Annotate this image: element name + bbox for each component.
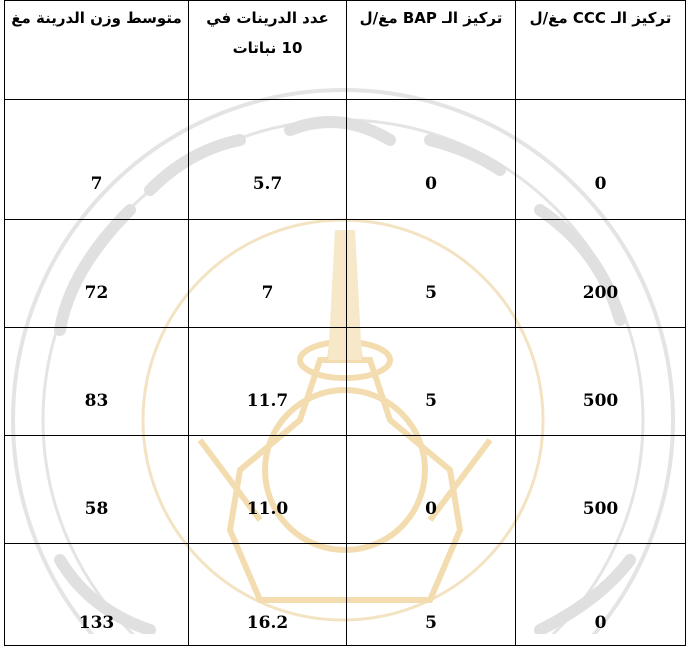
cell-weight: 58 [5, 436, 189, 544]
cell-count: 5.7 [189, 100, 347, 220]
cell-ccc: 0 [516, 544, 686, 646]
header-bap-concentration [347, 1, 516, 100]
header-row [5, 1, 686, 100]
cell-ccc: 500 [516, 328, 686, 436]
header-label: تركيز الـ CCC مغ/ل [529, 9, 672, 27]
cell-weight: 133 [5, 544, 189, 646]
cell-count: 7 [189, 220, 347, 328]
header-label-line2: 10 نباتات [232, 39, 303, 57]
header-label: تركيز الـ BAP مغ/ل [359, 9, 503, 27]
cell-weight: 72 [5, 220, 189, 328]
cell-ccc: 0 [516, 100, 686, 220]
header-ccc-concentration [516, 1, 686, 100]
cell-bap: 0 [347, 436, 516, 544]
header-label: عدد الدرينات في [206, 9, 329, 27]
cell-count: 11.7 [189, 328, 347, 436]
cell-weight: 83 [5, 328, 189, 436]
header-tuber-count [189, 1, 347, 100]
cell-bap: 0 [347, 100, 516, 220]
table-row [5, 328, 686, 436]
header-average-weight [5, 1, 189, 100]
cell-count: 16.2 [189, 544, 347, 646]
cell-ccc: 500 [516, 436, 686, 544]
cell-bap: 5 [347, 328, 516, 436]
data-table [4, 0, 686, 646]
cell-bap: 5 [347, 220, 516, 328]
cell-bap: 5 [347, 544, 516, 646]
table-row [5, 100, 686, 220]
table-row [5, 436, 686, 544]
cell-count: 11.0 [189, 436, 347, 544]
header-label: متوسط وزن الدرينة مغ [11, 9, 182, 27]
cell-weight: 7 [5, 100, 189, 220]
cell-ccc: 200 [516, 220, 686, 328]
table-row [5, 220, 686, 328]
table-row [5, 544, 686, 646]
